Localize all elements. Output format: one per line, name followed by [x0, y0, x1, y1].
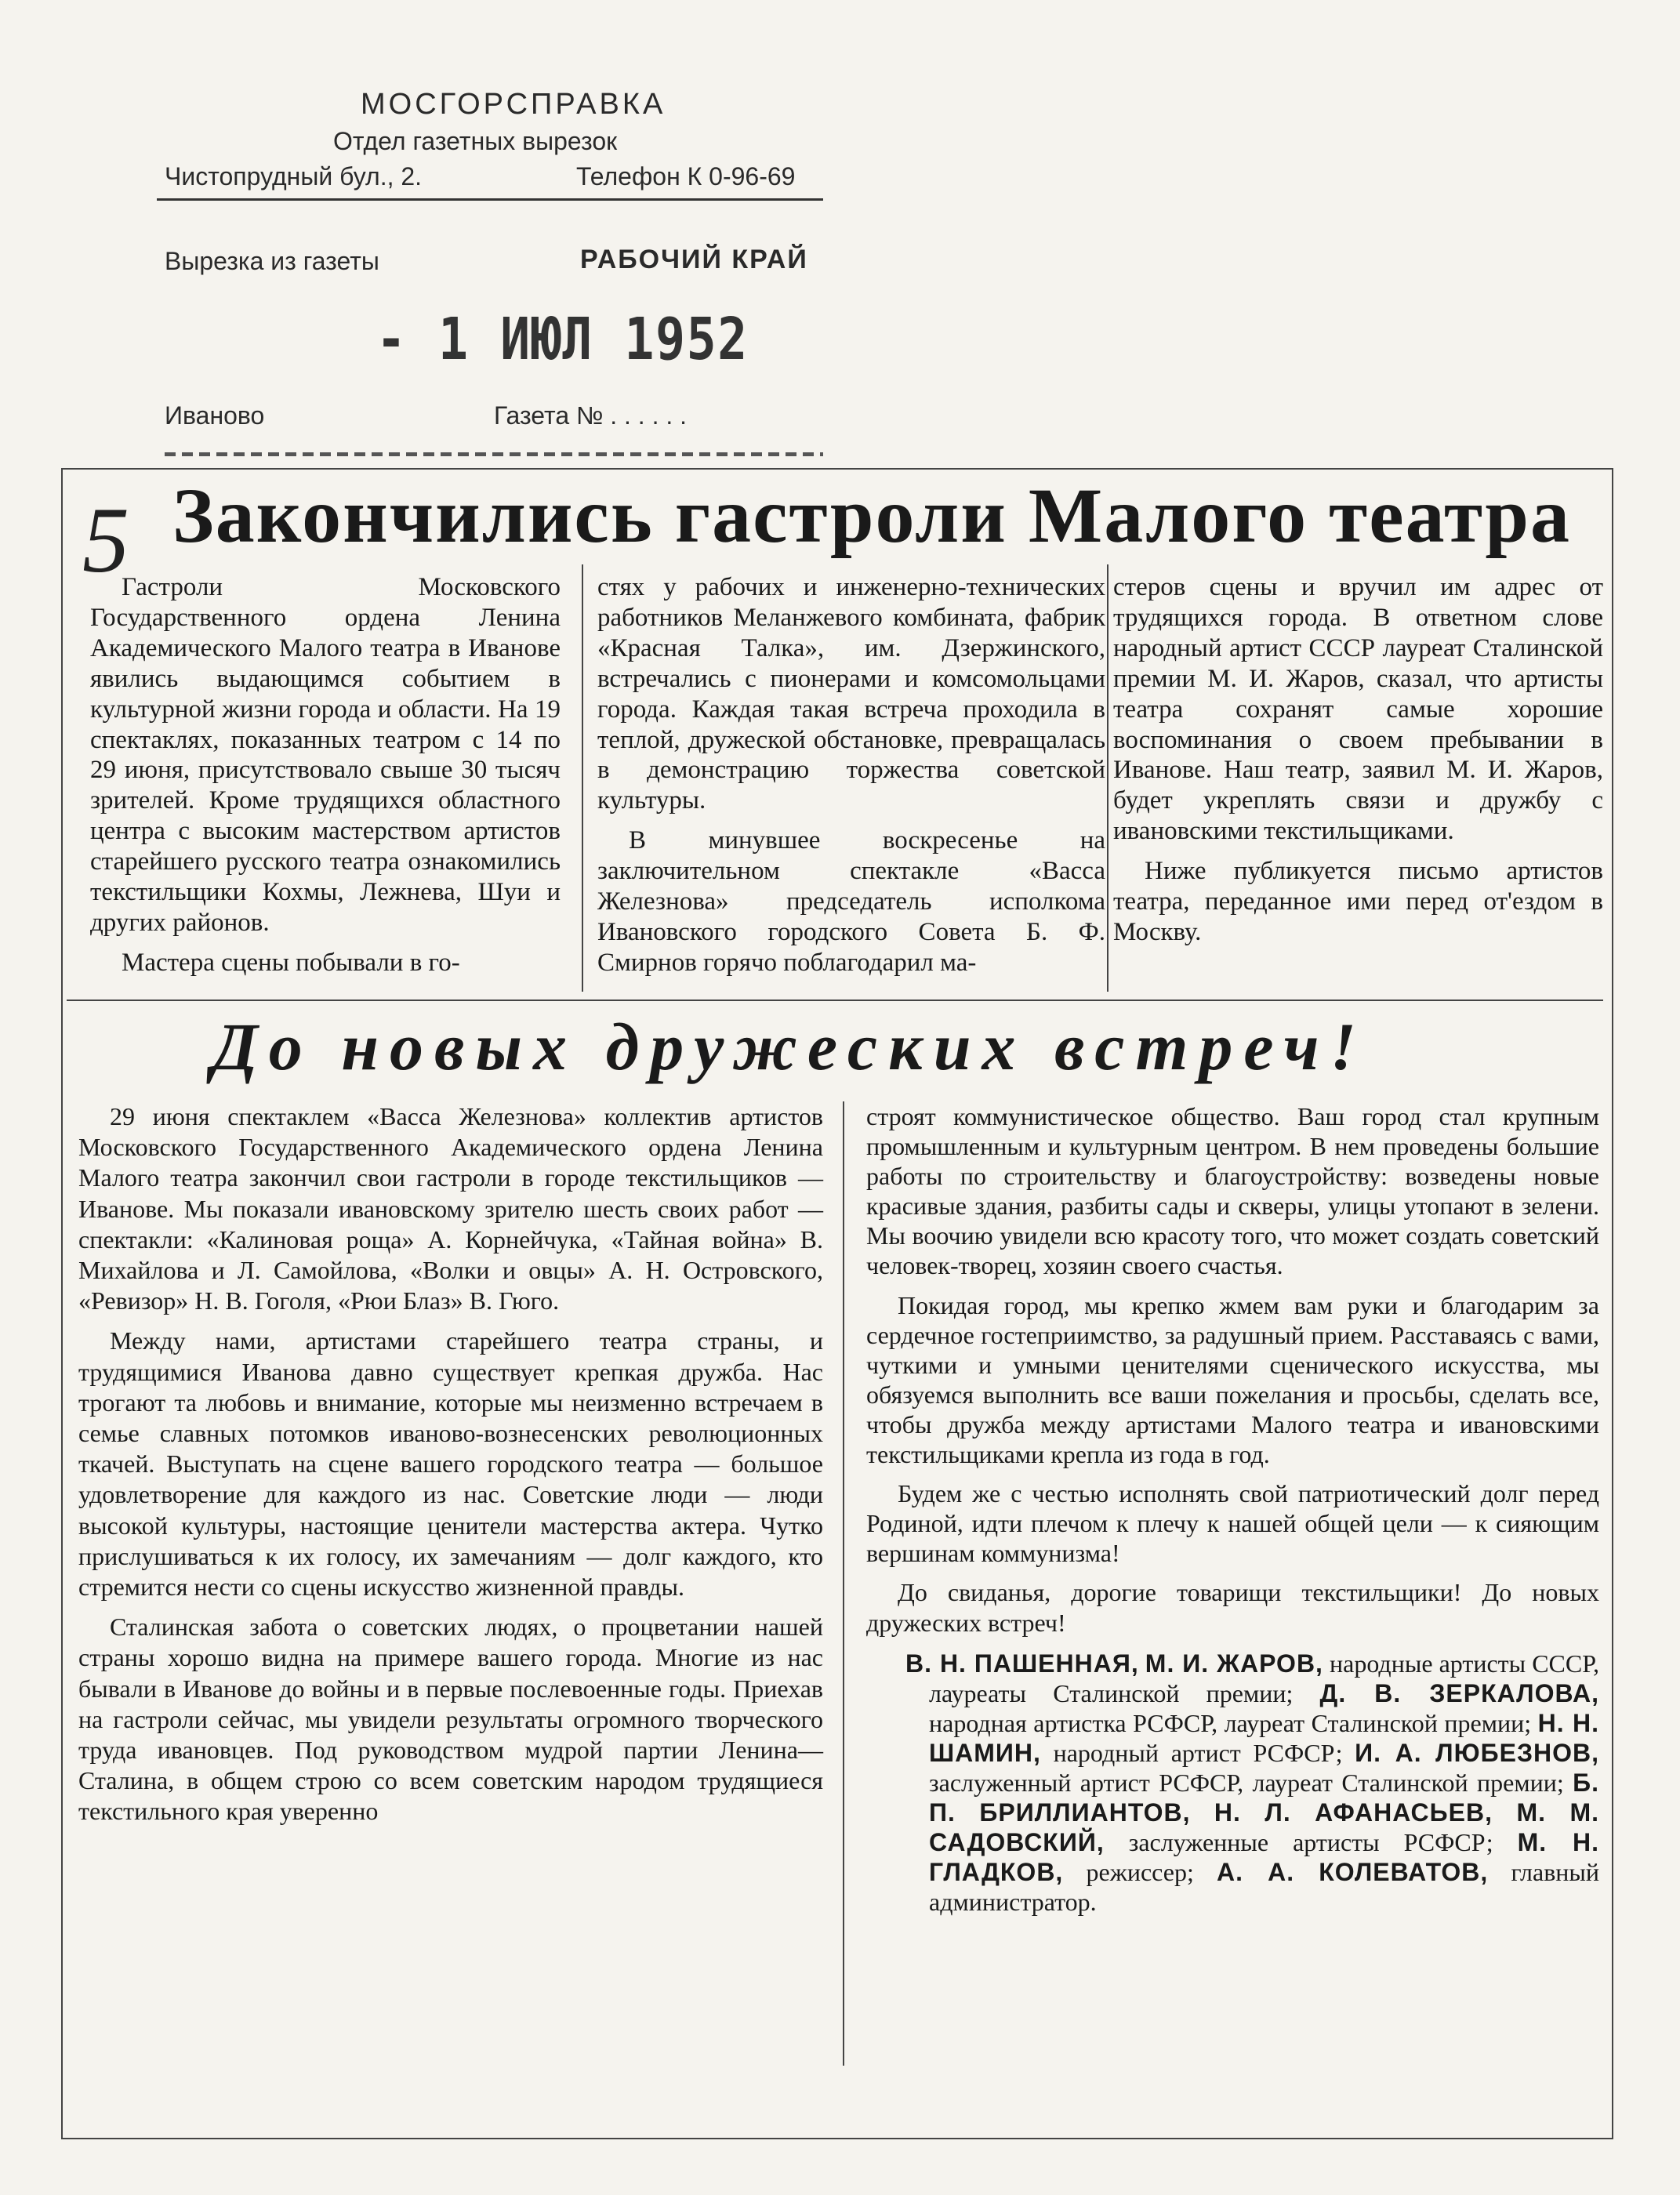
paragraph: стеров сцены и вручил им адрес от трудящихся города. В ответном слове народный артист СССР лауреат Сталинской премии М. И. Жаров, сказал, что артисты театра сохранят самые хорошие воспоминания о своем пребывании в Иванове. Наш театр, заявил М. И. Жаров, будет укреплять связи и дружбу с ивановскими текстильщиками. [1113, 573, 1603, 846]
article-column-2 [597, 572, 1105, 978]
agency-name: МОСГОРСПРАВКА [361, 88, 666, 121]
issue-number-label: Газета № . . . . . . [494, 401, 688, 430]
signatory-name: М. И. ЖАРОВ, [1145, 1649, 1323, 1678]
signatory-name: И. А. ЛЮБЕЗНОВ, [1355, 1738, 1600, 1767]
signatory-title: главный администратор. [929, 1857, 1600, 1916]
signatory-name: Б. П. БРИЛЛИАНТОВ, Н. Л. АФАНАСЬЕВ, М. М. САДОВСКИЙ, [929, 1768, 1599, 1856]
paragraph: До свиданья, дорогие товарищи текстильщики! До новых дружеских встреч! [866, 1578, 1599, 1637]
signatory-title: заслуженные артисты РСФСР; [1128, 1827, 1493, 1856]
article-title: Закончились гастроли Малого театра [172, 472, 1572, 559]
signatory-name: В. Н. ПАШЕННАЯ, [905, 1649, 1139, 1678]
signatures-block [866, 1649, 1599, 1917]
agency-phone: Телефон К 0-96-69 [576, 162, 796, 190]
date-stamp: - 1 ИЮЛ 1952 [376, 306, 749, 373]
paragraph: 29 июня спектаклем «Васса Железнова» коллектив артистов Московского Государственного Академического ордена Ленина Малого театра закончил свои гастроли в городе текстильщиков — Иванове. Мы показали ивановскому зрителю шесть своих работ — спектакли: «Калиновая роща» А. Корнейчука, «Тайная война» В. Михайлова и Л. Самойлова, «Волки и овцы» А. Н. Островского, «Ревизор» Н. В. Гоголя, «Рюи Блаз» В. Гюго. [78, 1102, 823, 1315]
article-column-3 [1113, 572, 1603, 948]
signatory-name: Н. Н. ШАМИН, [929, 1708, 1599, 1767]
paragraph: Ниже публикуется письмо артистов театра, переданное ими перед от'ездом в Москву. [1113, 857, 1603, 946]
column-rule [1107, 564, 1109, 992]
signatory-title: режиссер; [1086, 1857, 1194, 1886]
letter-column-left [78, 1101, 823, 1827]
newspaper-name: РАБОЧИЙ КРАЙ [580, 245, 808, 274]
city-name: Иваново [165, 401, 265, 430]
agency-address: Чистопрудный бул., 2. [165, 162, 423, 190]
section-divider [67, 1000, 1603, 1001]
column-rule [843, 1101, 844, 2066]
signatory-title: народный артист РСФСР; [1053, 1738, 1343, 1767]
paragraph: Мастера сцены побывали в го- [122, 948, 460, 977]
paragraph: строят коммунистическое общество. Ваш город стал крупным промышленным и культурным центром. В нем проведены большие работы по строительству и благоустройству: возведены новые красивые здания, разбиты сады и скверы, улицы утопают в зелени. Мы воочию увидели всю красоту того, что может создать советский человек-творец, хозяин своего счастья. [866, 1102, 1599, 1280]
paragraph: Покидая город, мы крепко жмем вам руки и благодарим за сердечное гостеприимство, за радушный прием. Расставаясь с вами, чуткими и умными ценителями сценического искусства, мы обязуемся выполнить все ваши пожелания и просьбы, сделать все, чтобы дружба между артистами Малого театра и ивановскими текстильщиками крепла из года в год. [866, 1290, 1599, 1469]
article-column-1 [90, 572, 561, 978]
signatory-name: Д. В. ЗЕРКАЛОВА, [1319, 1678, 1599, 1707]
department-name: Отдел газетных вырезок [333, 127, 618, 155]
signatory-title: народная артистка РСФСР, лауреат Сталинской премии; [929, 1708, 1532, 1737]
paragraph: В минувшее воскресенье на заключительном спектакле «Васса Железнова» председатель исполкома Ивановского городского Совета Б. Ф. Смирнов горячо поблагодарил ма- [597, 826, 1105, 977]
letter-title: До новых дружеских встреч! [212, 1009, 1368, 1084]
paragraph: Между нами, артистами старейшего театра страны, и трудящимися Иванова давно существует крепкая дружба. Нас трогают та любовь и внимание, которые мы неизменно встречаем в семье славных потомков иваново-вознесенских революционных ткачей. Выступать на сцене вашего городского театра — большое удовлетворение для каждого из нас. Советские люди — люди высокой культуры, настоящие ценители мастерства актера. Чутко прислушиваться к их голосу, их замечаниям — долг каждого, кто стремится нести со сцены искусство жизненной правды. [78, 1326, 823, 1602]
signatory-title: народные артисты СССР, лауреаты Сталинской премии; [929, 1649, 1600, 1707]
paragraph: стях у рабочих и инженерно-технических работников Меланжевого комбината, фабрик «Красная Талка», им. Дзержинского, встречались с пионерами и комсомольцами города. Каждая такая встреча проходила в теплой, дружеской обстановке, превращалась в демонстрацию торжества советской культуры. [597, 573, 1105, 815]
signatory-name: М. Н. ГЛАДКОВ, [929, 1827, 1600, 1886]
signatory-title: заслуженный артист РСФСР, лауреат Сталинской премии; [929, 1768, 1564, 1797]
clipping-label: Вырезка из газеты [165, 247, 379, 275]
header-bottom-divider [165, 452, 823, 456]
column-rule [582, 564, 583, 992]
signatory-name: А. А. КОЛЕВАТОВ, [1217, 1857, 1489, 1886]
letter-column-right [866, 1101, 1599, 1917]
header-divider [157, 198, 823, 201]
paragraph: Сталинская забота о советских людях, о процветании нашей страны хорошо видна на примере вашего города. Многие из нас бывали в Иванове до войны и в первые послевоенные годы. Приехав на гастроли сейчас, мы увидели результаты огромного творческого труда ивановцев. Под руководством мудрой партии Ленина—Сталина, в общем строю со всем советским народом трудящиеся текстильного края уверенно [78, 1613, 823, 1826]
handwritten-mark: 5 [82, 488, 129, 592]
paragraph: Гастроли Московского Государственного ордена Ленина Академического Малого театра в Иванове явились выдающимся событием в культурной жизни города и области. На 19 спектаклях, показанных театром с 14 по 29 июня, присутствовало свыше 30 тысяч зрителей. Кроме трудящихся областного центра с высоким мастерством артистов старейшего русского театра ознакомились текстильщики Кохмы, Лежнева, Шуи и других районов. [90, 573, 561, 937]
paragraph: Будем же с честью исполнять свой патриотический долг перед Родиной, идти плечом к плечу к нашей общей цели — к сияющим вершинам коммунизма! [866, 1479, 1599, 1568]
